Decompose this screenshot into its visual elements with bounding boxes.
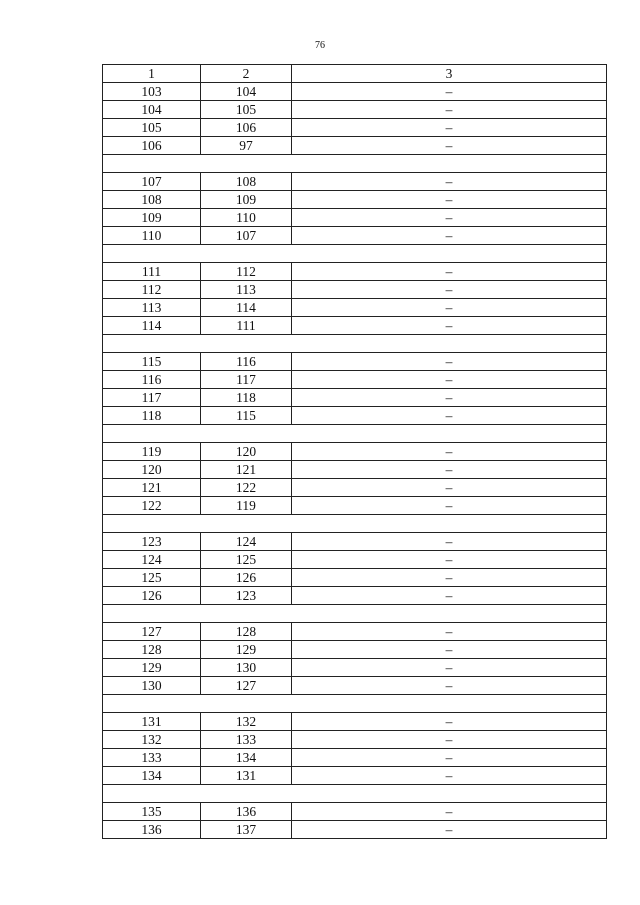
table-cell: – [292, 713, 607, 731]
table-row [103, 587, 607, 605]
table-cell: – [292, 461, 607, 479]
table-cell: – [292, 623, 607, 641]
table-cell: 110 [201, 209, 292, 227]
table-cell: 124 [103, 551, 201, 569]
table-cell: – [292, 83, 607, 101]
table-row [103, 731, 607, 749]
table-row [103, 353, 607, 371]
table-cell: 136 [201, 803, 292, 821]
table-cell: 109 [201, 191, 292, 209]
table-cell: – [292, 281, 607, 299]
table-cell: 107 [103, 173, 201, 191]
table-cell: 134 [201, 749, 292, 767]
group-separator-row [103, 335, 607, 353]
table-row [103, 713, 607, 731]
group-separator-cell [103, 785, 607, 803]
table-cell: 127 [201, 677, 292, 695]
group-separator-row [103, 425, 607, 443]
table-cell: 128 [103, 641, 201, 659]
table-row [103, 263, 607, 281]
data-table [102, 64, 607, 839]
table-cell: – [292, 497, 607, 515]
table-cell: 132 [201, 713, 292, 731]
table-cell: 128 [201, 623, 292, 641]
column-header: 3 [292, 65, 607, 83]
table-cell: 117 [103, 389, 201, 407]
table-cell: 120 [103, 461, 201, 479]
table-cell: 97 [201, 137, 292, 155]
table-cell: 117 [201, 371, 292, 389]
table-row [103, 137, 607, 155]
table-cell: – [292, 227, 607, 245]
group-separator-row [103, 245, 607, 263]
table-cell: 134 [103, 767, 201, 785]
table-cell: 129 [103, 659, 201, 677]
table-row [103, 173, 607, 191]
table-cell: 121 [201, 461, 292, 479]
table-row [103, 479, 607, 497]
table-cell: 105 [201, 101, 292, 119]
table-cell: 115 [103, 353, 201, 371]
group-separator-row [103, 605, 607, 623]
table-row [103, 533, 607, 551]
table-row [103, 371, 607, 389]
table-cell: – [292, 731, 607, 749]
table-cell: 108 [201, 173, 292, 191]
table-row [103, 623, 607, 641]
table-row [103, 389, 607, 407]
table-cell: – [292, 191, 607, 209]
table-cell: 105 [103, 119, 201, 137]
table-cell: – [292, 209, 607, 227]
table-cell: – [292, 263, 607, 281]
table-cell: 104 [201, 83, 292, 101]
table-cell: 131 [201, 767, 292, 785]
table-cell: 109 [103, 209, 201, 227]
table-cell: 104 [103, 101, 201, 119]
group-separator-row [103, 785, 607, 803]
column-header: 2 [201, 65, 292, 83]
table-cell: – [292, 533, 607, 551]
table-cell: 131 [103, 713, 201, 731]
table-cell: 125 [103, 569, 201, 587]
table-row [103, 101, 607, 119]
table-cell: 120 [201, 443, 292, 461]
table-cell: – [292, 641, 607, 659]
table-row [103, 83, 607, 101]
group-separator-row [103, 515, 607, 533]
table-cell: 106 [201, 119, 292, 137]
group-separator-row [103, 155, 607, 173]
table-cell: 121 [103, 479, 201, 497]
table-row [103, 803, 607, 821]
table-cell: 118 [103, 407, 201, 425]
table-cell: – [292, 407, 607, 425]
table-cell: 113 [103, 299, 201, 317]
table-row [103, 749, 607, 767]
table-cell: – [292, 371, 607, 389]
group-separator-cell [103, 425, 607, 443]
table-row [103, 767, 607, 785]
table-cell: – [292, 353, 607, 371]
table-cell: – [292, 749, 607, 767]
table-cell: 113 [201, 281, 292, 299]
table-cell: 118 [201, 389, 292, 407]
table-cell: – [292, 767, 607, 785]
table-cell: – [292, 101, 607, 119]
table-row [103, 821, 607, 839]
group-separator-row [103, 695, 607, 713]
table-cell: – [292, 479, 607, 497]
table-header-row [103, 65, 607, 83]
table-cell: 116 [201, 353, 292, 371]
table-row [103, 299, 607, 317]
table-cell: 115 [201, 407, 292, 425]
table-cell: 103 [103, 83, 201, 101]
table-cell: 125 [201, 551, 292, 569]
table-row [103, 209, 607, 227]
table-cell: 130 [103, 677, 201, 695]
table-cell: – [292, 569, 607, 587]
table-cell: 111 [103, 263, 201, 281]
table-cell: 112 [201, 263, 292, 281]
table-row [103, 227, 607, 245]
table-cell: – [292, 587, 607, 605]
table-cell: 123 [103, 533, 201, 551]
table-cell: 108 [103, 191, 201, 209]
table-cell: – [292, 803, 607, 821]
group-separator-cell [103, 515, 607, 533]
table-cell: 110 [103, 227, 201, 245]
group-separator-cell [103, 605, 607, 623]
group-separator-cell [103, 335, 607, 353]
table-cell: 124 [201, 533, 292, 551]
group-separator-cell [103, 155, 607, 173]
column-header: 1 [103, 65, 201, 83]
table-row [103, 659, 607, 677]
table-row [103, 461, 607, 479]
table-row [103, 497, 607, 515]
table-cell: 135 [103, 803, 201, 821]
table-cell: 132 [103, 731, 201, 749]
table-row [103, 119, 607, 137]
table-row [103, 569, 607, 587]
table-cell: 122 [201, 479, 292, 497]
table-cell: – [292, 137, 607, 155]
table-cell: 127 [103, 623, 201, 641]
table-row [103, 677, 607, 695]
table-row [103, 317, 607, 335]
table-cell: – [292, 677, 607, 695]
table-cell: 106 [103, 137, 201, 155]
table-cell: 126 [103, 587, 201, 605]
table-cell: 112 [103, 281, 201, 299]
table-cell: 114 [201, 299, 292, 317]
table-cell: 133 [103, 749, 201, 767]
table-cell: 133 [201, 731, 292, 749]
table-cell: 111 [201, 317, 292, 335]
table-row [103, 407, 607, 425]
table-cell: 107 [201, 227, 292, 245]
table-cell: – [292, 389, 607, 407]
table-cell: 123 [201, 587, 292, 605]
table-cell: – [292, 299, 607, 317]
group-separator-cell [103, 695, 607, 713]
table-row [103, 281, 607, 299]
table-cell: 119 [103, 443, 201, 461]
table-cell: – [292, 119, 607, 137]
table-row [103, 551, 607, 569]
table-cell: 130 [201, 659, 292, 677]
table-cell: – [292, 317, 607, 335]
table-cell: 126 [201, 569, 292, 587]
data-table-container [102, 64, 606, 839]
table-cell: – [292, 551, 607, 569]
table-cell: – [292, 173, 607, 191]
table-cell: 119 [201, 497, 292, 515]
table-cell: 116 [103, 371, 201, 389]
page-number: 76 [315, 40, 325, 51]
table-cell: 129 [201, 641, 292, 659]
table-cell: 136 [103, 821, 201, 839]
table-row [103, 641, 607, 659]
table-cell: 137 [201, 821, 292, 839]
table-row [103, 443, 607, 461]
table-row [103, 191, 607, 209]
table-cell: 114 [103, 317, 201, 335]
table-cell: – [292, 443, 607, 461]
table-body [103, 65, 607, 839]
table-cell: – [292, 659, 607, 677]
table-cell: 122 [103, 497, 201, 515]
table-cell: – [292, 821, 607, 839]
group-separator-cell [103, 245, 607, 263]
